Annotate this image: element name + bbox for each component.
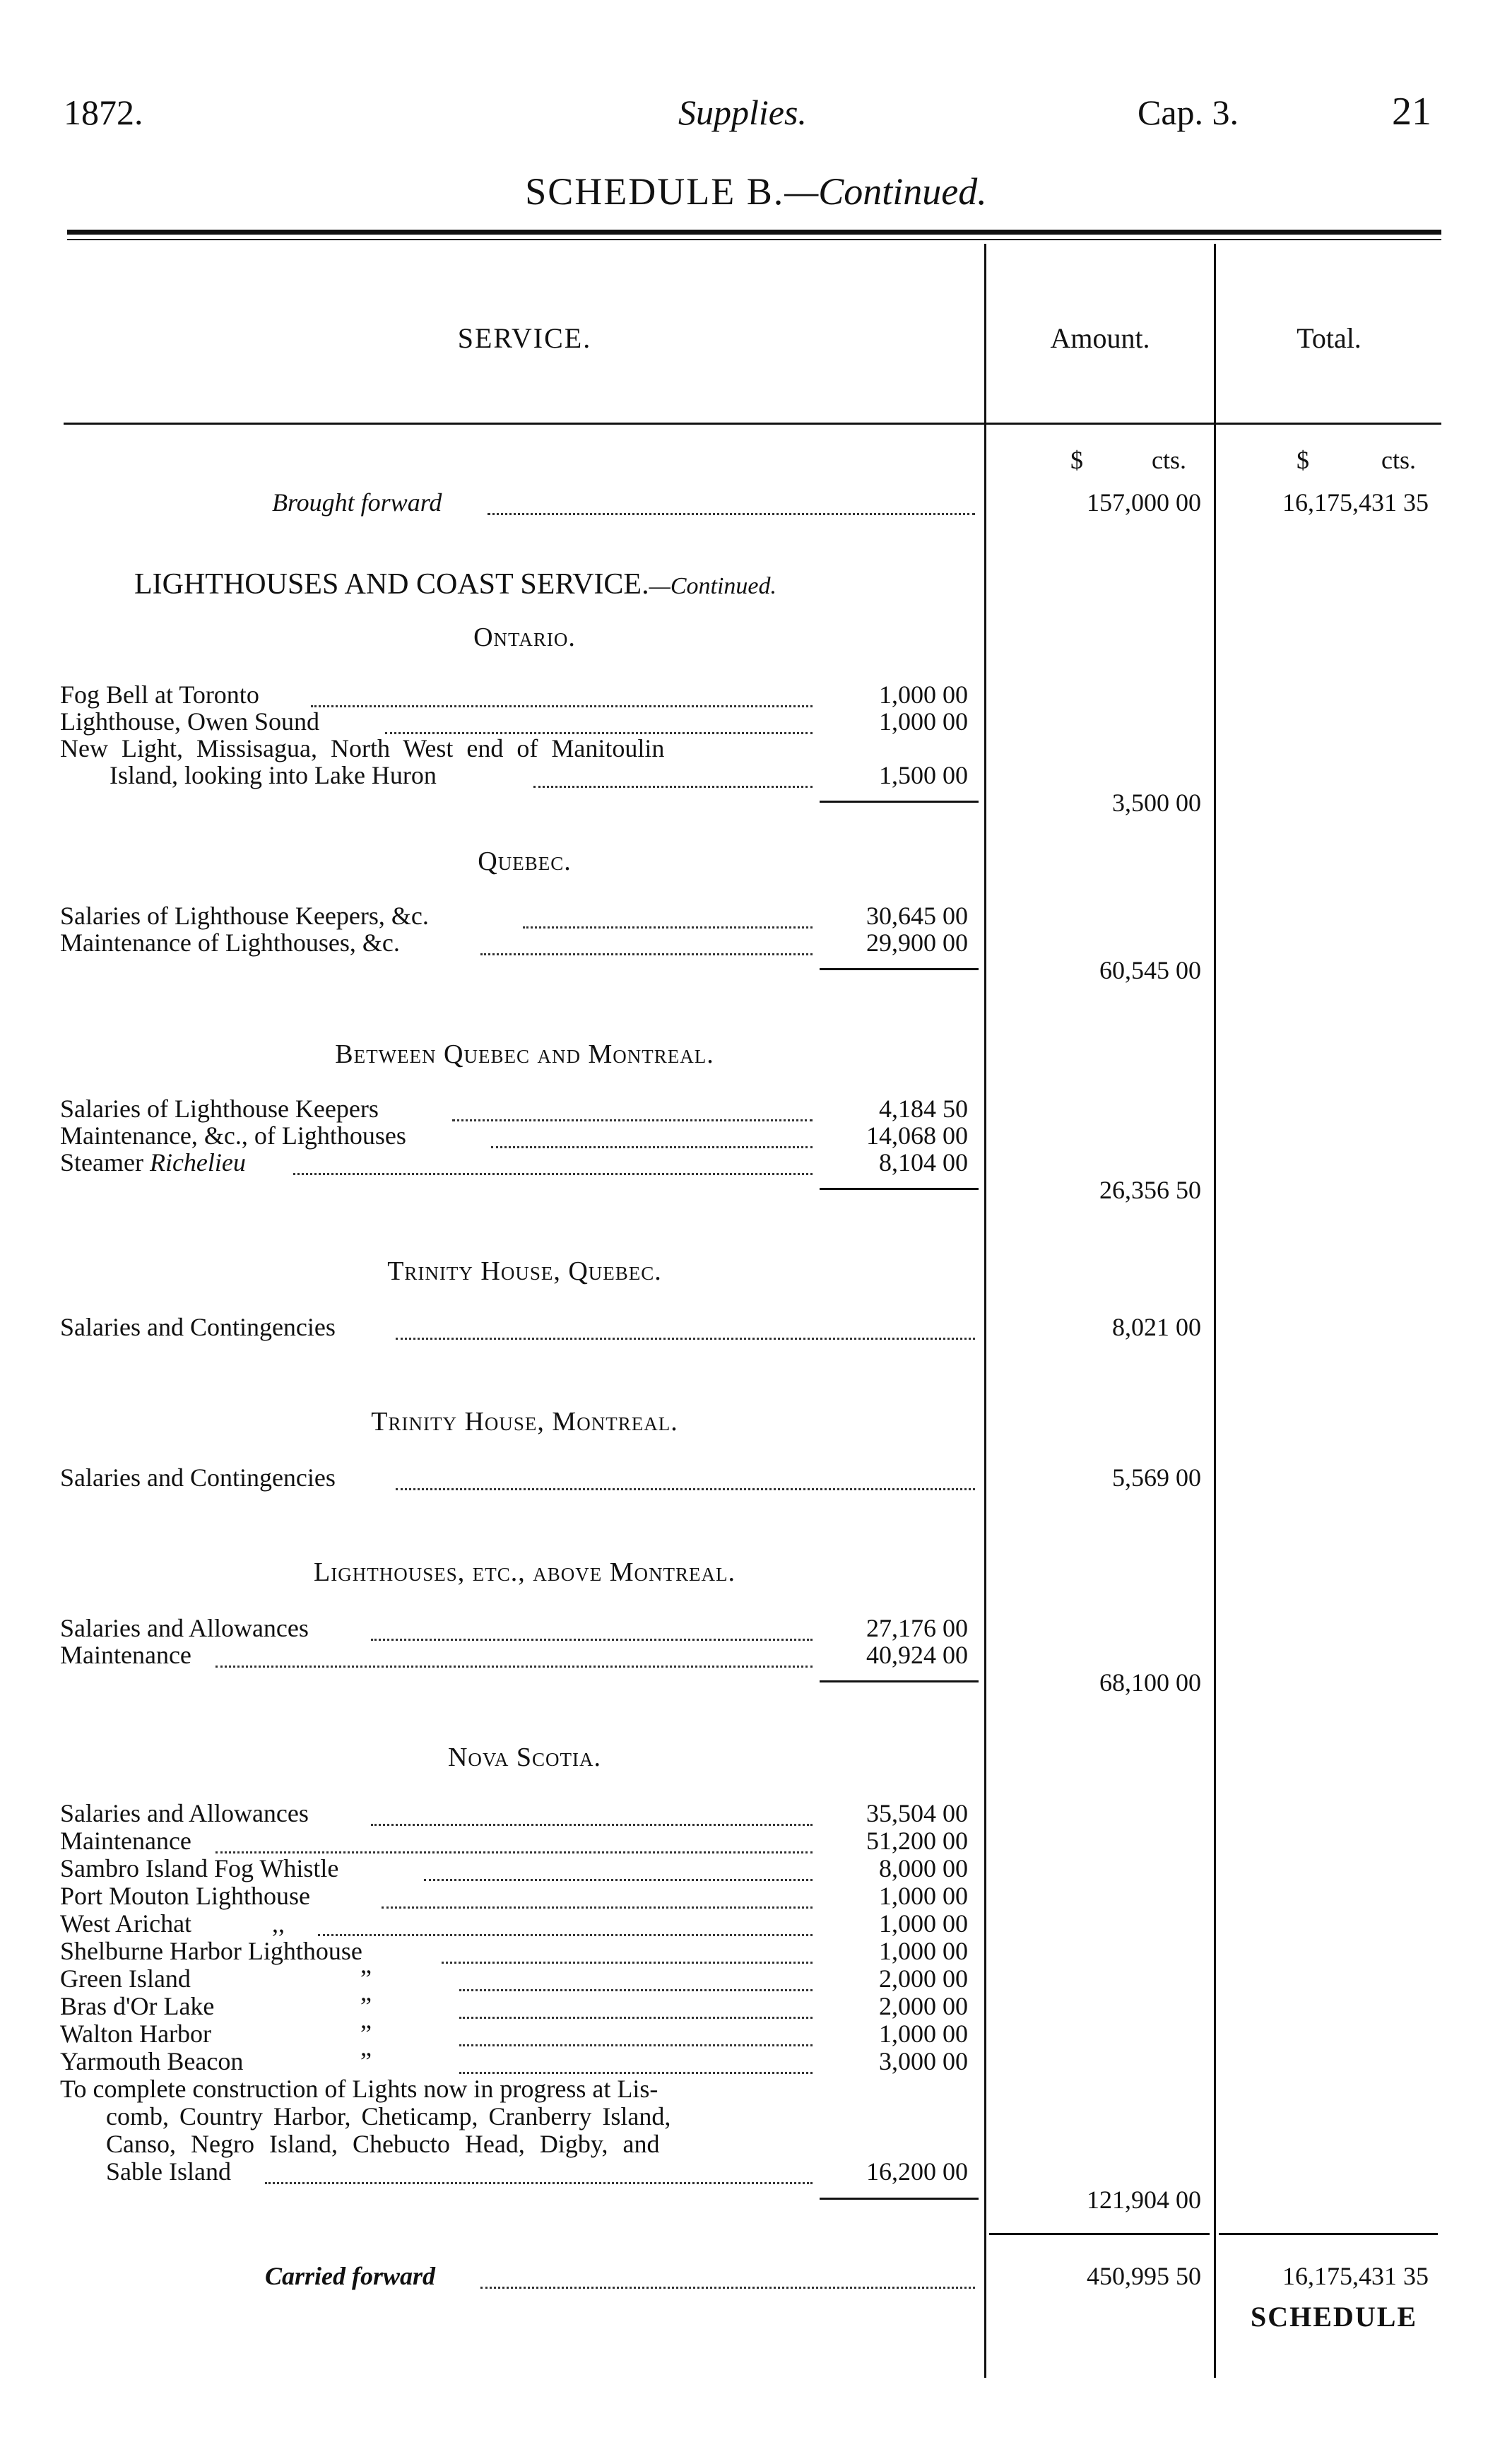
leader-dots [491, 1121, 813, 1148]
quebec-total: 60,545 00 [1099, 956, 1201, 984]
leader-dots [480, 2261, 975, 2289]
total-cents-label: cts. [1381, 446, 1416, 474]
nova-scotia-item-value: 3,000 00 [879, 2047, 968, 2075]
amount-dollar-sign: $ [1070, 446, 1083, 474]
ditto-mark: ” [360, 1964, 372, 1993]
schedule-title [0, 170, 1512, 213]
column-header-service: SERVICE. [457, 322, 592, 354]
nova-scotia-item-label: West Arichat [60, 1909, 192, 1938]
nova-scotia-item-label: Bras d'Or Lake [60, 1992, 215, 2020]
subtotal-rule [820, 2198, 979, 2200]
quebec-item-value: 29,900 00 [866, 929, 968, 957]
nova-scotia-item-value: 35,504 00 [866, 1799, 968, 1827]
leader-dots [424, 1853, 813, 1881]
section-title-trinity-quebec: Trinity House, Quebec. [387, 1256, 662, 1286]
ontario-item-label: New Light, Missisagua, North West end of Manitoulin [60, 734, 665, 762]
leader-dots [215, 1640, 813, 1668]
between-total: 26,356 50 [1099, 1176, 1201, 1204]
brought-forward-total: 16,175,431 35 [1282, 488, 1429, 517]
nova-scotia-complete-line3: Canso, Negro Island, Chebucto Head, Digby, and [106, 2130, 660, 2158]
nova-scotia-item-value: 1,000 00 [879, 1937, 968, 1965]
leader-dots [459, 2046, 813, 2074]
header-rule [64, 423, 1441, 425]
header-chapter: Cap. 3. [1138, 93, 1239, 132]
leader-dots [533, 760, 813, 788]
ontario-item-value: 1,500 00 [879, 761, 968, 789]
trinity-montreal-label: Salaries and Contingencies [60, 1463, 336, 1492]
top-rule-thick [67, 230, 1441, 235]
between-item-value: 14,068 00 [866, 1121, 968, 1150]
nova-scotia-item-value: 2,000 00 [879, 1992, 968, 2020]
nova-scotia-complete-line4: Sable Island [106, 2157, 231, 2186]
quebec-item-label: Salaries of Lighthouse Keepers, &c. [60, 902, 429, 930]
above-montreal-total: 68,100 00 [1099, 1668, 1201, 1697]
between-item-value: 8,104 00 [879, 1148, 968, 1177]
main-heading-continued: —Continued. [649, 573, 776, 599]
nova-scotia-item-value: 1,000 00 [879, 1909, 968, 1938]
column-rule-amount [1214, 244, 1216, 2378]
leader-dots [488, 488, 975, 515]
nova-scotia-total: 121,904 00 [1087, 2186, 1201, 2214]
header-page: 21 [1392, 90, 1431, 134]
total-dollar-sign: $ [1297, 446, 1309, 474]
leader-dots [480, 928, 813, 955]
leader-dots [523, 901, 813, 929]
nova-scotia-complete-line1: To complete construction of Lights now in progress at Lis- [60, 2075, 658, 2103]
nova-scotia-item-value: 2,000 00 [879, 1964, 968, 1993]
above-montreal-item-value: 27,176 00 [866, 1614, 968, 1642]
nova-scotia-item-value: 8,000 00 [879, 1854, 968, 1882]
leader-dots [371, 1613, 813, 1641]
carried-forward-amount: 450,995 50 [1087, 2262, 1201, 2290]
header-title: Supplies. [678, 93, 807, 132]
schedule-title-continued: —Continued. [784, 170, 987, 213]
leader-dots [382, 1881, 813, 1909]
leader-dots [396, 1312, 975, 1340]
nova-scotia-complete-value: 16,200 00 [866, 2157, 968, 2186]
section-title-quebec: Quebec. [478, 847, 572, 876]
trinity-montreal-amount: 5,569 00 [1112, 1463, 1201, 1492]
ontario-item-label-cont: Island, looking into Lake Huron [110, 761, 437, 789]
nova-scotia-item-value: 1,000 00 [879, 1882, 968, 1910]
leader-dots [318, 1909, 813, 1936]
ontario-item-label: Lighthouse, Owen Sound [60, 707, 319, 736]
ontario-item-value: 1,000 00 [879, 707, 968, 736]
leader-dots [311, 680, 813, 707]
nova-scotia-complete-line2: comb, Country Harbor, Cheticamp, Cranberry Island, [106, 2102, 671, 2130]
subtotal-rule [820, 1188, 979, 1190]
carried-total-rule [1219, 2233, 1438, 2235]
section-title-above-montreal: Lighthouses, etc., above Montreal. [314, 1557, 736, 1587]
leader-dots [215, 1826, 813, 1853]
amount-cents-label: cts. [1152, 446, 1186, 474]
quebec-item-label: Maintenance of Lighthouses, &c. [60, 929, 400, 957]
nova-scotia-item-label: Yarmouth Beacon [60, 2047, 244, 2075]
ditto-mark: ” [360, 2047, 372, 2075]
above-montreal-item-label: Maintenance [60, 1641, 191, 1669]
catchword: SCHEDULE [1251, 2301, 1418, 2333]
ontario-item-label: Fog Bell at Toronto [60, 680, 259, 709]
steamer-name: Richelieu [149, 1148, 246, 1177]
nova-scotia-item-value: 51,200 00 [866, 1827, 968, 1855]
leader-dots [293, 1148, 813, 1175]
leader-dots [371, 1798, 813, 1826]
schedule-title-main: SCHEDULE B. [525, 170, 785, 213]
brought-forward-amount: 157,000 00 [1087, 488, 1201, 517]
section-title-between: Between Quebec and Montreal. [335, 1039, 714, 1069]
between-item-label [60, 1148, 246, 1177]
subtotal-rule [820, 801, 979, 803]
ditto-mark: ,, [272, 1909, 285, 1938]
nova-scotia-item-label: Port Mouton Lighthouse [60, 1882, 311, 1910]
between-item-label: Salaries of Lighthouse Keepers [60, 1095, 379, 1123]
trinity-quebec-label: Salaries and Contingencies [60, 1313, 336, 1341]
nova-scotia-item-label: Green Island [60, 1964, 191, 1993]
nova-scotia-item-label: Salaries and Allowances [60, 1799, 309, 1827]
between-item-label-text: Steamer [60, 1148, 150, 1177]
main-heading [134, 567, 776, 601]
subtotal-rule [820, 1680, 979, 1682]
nova-scotia-item-label: Walton Harbor [60, 2020, 212, 2048]
section-title-nova-scotia: Nova Scotia. [447, 1743, 602, 1772]
main-heading-text: LIGHTHOUSES AND COAST SERVICE. [134, 568, 649, 601]
above-montreal-item-label: Salaries and Allowances [60, 1614, 309, 1642]
subtotal-rule [820, 968, 979, 970]
ontario-item-value: 1,000 00 [879, 680, 968, 709]
above-montreal-item-value: 40,924 00 [866, 1641, 968, 1669]
section-title-ontario: Ontario. [473, 623, 576, 652]
nova-scotia-item-value: 1,000 00 [879, 2020, 968, 2048]
leader-dots [385, 707, 813, 734]
leader-dots [459, 1964, 813, 1991]
nova-scotia-item-label: Shelburne Harbor Lighthouse [60, 1937, 362, 1965]
leader-dots [459, 2019, 813, 2046]
carried-forward-label: Carried forward [265, 2262, 436, 2290]
quebec-item-value: 30,645 00 [866, 902, 968, 930]
trinity-quebec-amount: 8,021 00 [1112, 1313, 1201, 1341]
leader-dots [265, 2157, 813, 2184]
column-header-amount: Amount. [1050, 322, 1150, 354]
leader-dots [442, 1936, 813, 1964]
between-item-label: Maintenance, &c., of Lighthouses [60, 1121, 406, 1150]
leader-dots [459, 1991, 813, 2019]
top-rule-thin [67, 239, 1441, 240]
leader-dots [452, 1094, 813, 1121]
header-year: 1872. [64, 93, 143, 132]
nova-scotia-item-label: Maintenance [60, 1827, 191, 1855]
ditto-mark: ” [360, 2020, 372, 2048]
column-header-total: Total. [1297, 322, 1362, 354]
leader-dots [396, 1463, 975, 1490]
ditto-mark: ” [360, 1992, 372, 2020]
ontario-total: 3,500 00 [1112, 789, 1201, 817]
between-item-value: 4,184 50 [879, 1095, 968, 1123]
brought-forward-label: Brought forward [272, 488, 442, 517]
section-title-trinity-montreal: Trinity House, Montreal. [371, 1407, 678, 1437]
carried-amount-rule [989, 2233, 1210, 2235]
column-rule-service [984, 244, 986, 2378]
nova-scotia-item-label: Sambro Island Fog Whistle [60, 1854, 339, 1882]
carried-forward-total: 16,175,431 35 [1282, 2262, 1429, 2290]
